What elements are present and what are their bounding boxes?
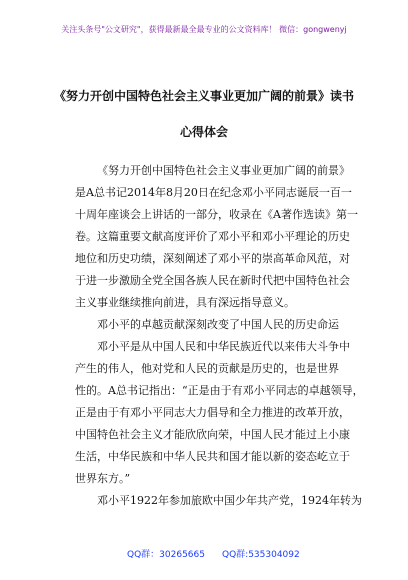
document-subtitle: 心得体会: [179, 125, 228, 139]
body-line: 是A总书记2014年8月20日在纪念邓小平同志诞辰一百一: [75, 186, 352, 199]
body-line: 邓小平1922年参加旅欧中国少年共产党，1924年转为: [97, 494, 362, 507]
body-line: 世界东方。”: [75, 472, 131, 485]
header-banner: 关注头条号"公文研究"，获得最新最全最专业的公文资料库！ 微信：gongwenyj: [61, 25, 347, 34]
body-line: 产生的伟人，他对党和人民的贡献是历史的，也是世界: [75, 362, 339, 375]
body-line: 《努力开创中国特色社会主义事业更加广阔的前景》: [97, 164, 350, 177]
body-line: 性的。A总书记指出：“正是由于有邓小平同志的卓越领导，: [75, 384, 364, 397]
section-heading: 邓小平的卓越贡献深刻改变了中国人民的历史命运: [97, 318, 339, 331]
body-line: 中国特色社会主义才能欣欣向荣，中国人民才能过上小康: [75, 428, 350, 441]
body-line: 主义事业继续推向前进，具有深远指导意义。: [75, 296, 295, 309]
qq-group-1: QQ群：30265665: [127, 550, 205, 560]
qq-group-2: QQ群:535304092: [222, 550, 300, 560]
body-line: 于进一步激励全党全国各族人民在新时代把中国特色社会: [75, 274, 350, 287]
body-line: 地位和历史功绩，深刻阐述了邓小平的崇高革命风范，对: [75, 252, 350, 265]
body-line: 生活，中华民族和中华人民共和国才能以新的姿态屹立于: [75, 450, 350, 463]
body-line: 正是由于有邓小平同志大力倡导和全力推进的改革开放，: [75, 406, 350, 419]
document-title: 《努力开创中国特色社会主义事业更加广阔的前景》读书: [53, 89, 354, 103]
body-line: 十周年座谈会上讲话的一部分，收录在《A著作选读》第一: [75, 208, 358, 221]
body-line: 卷。这篇重要文献高度评价了邓小平和邓小平理论的历史: [75, 230, 350, 243]
document-body: [75, 160, 364, 512]
page-footer: [0, 548, 408, 562]
body-line: 邓小平是从中国人民和中华民族近代以来伟大斗争中: [97, 340, 350, 353]
